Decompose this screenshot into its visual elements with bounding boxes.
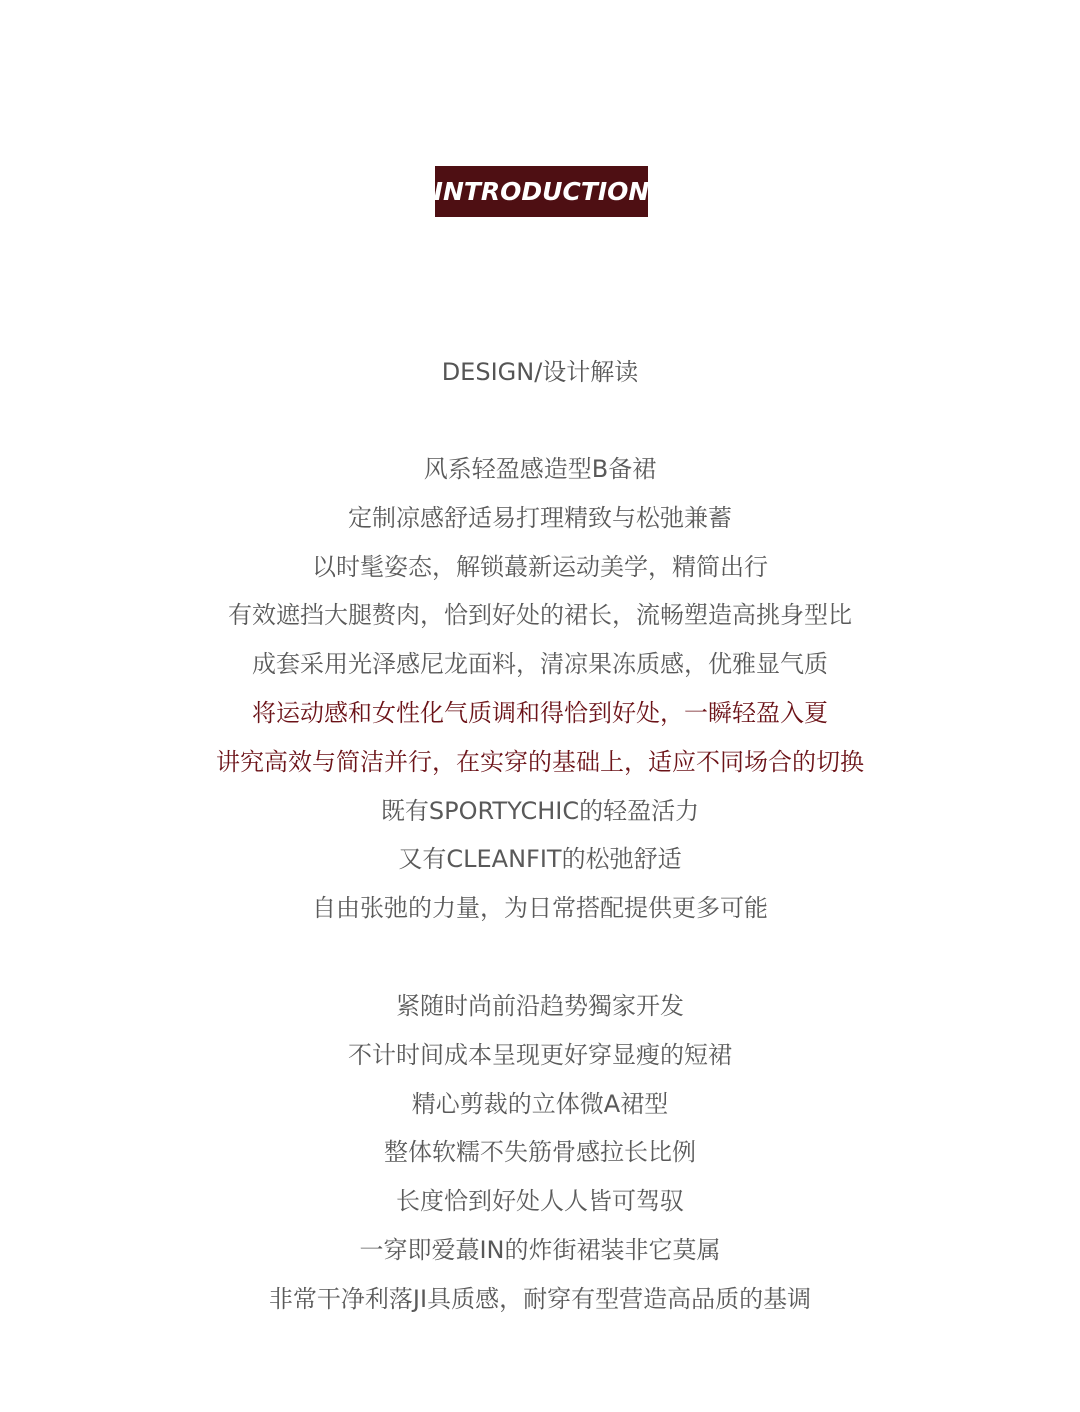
text-line: 成套采用光泽感尼龙面料，清凉果冻质感，优雅显气质 xyxy=(252,650,828,679)
highlight-text-line: 讲究高效与简洁并行，在实穿的基础上，适应不同场合的切换 xyxy=(216,747,864,776)
text-line: 精心剪裁的立体微A裙型 xyxy=(411,1089,669,1118)
text-line: 既有SPORTYCHIC的轻盈活力 xyxy=(380,796,700,825)
text-line: 整体软糯不失筋骨感拉长比例 xyxy=(384,1138,696,1167)
text-line: 有效遮挡大腿赘肉，恰到好处的裙长，流畅塑造高挑身型比 xyxy=(228,601,852,630)
highlight-text-line: 将运动感和女性化气质调和得恰到好处，一瞬轻盈入夏 xyxy=(252,698,828,727)
text-line: 以时髦姿态，解锁蕞新运动美学，精简出行 xyxy=(312,552,768,581)
introduction-label: INTRODUCTION xyxy=(433,177,650,206)
description-block-1 xyxy=(0,445,1080,933)
text-line: 非常干净利落JI具质感，耐穿有型营造高品质的基调 xyxy=(268,1284,812,1313)
text-line: 定制凉感舒适易打理精致与松弛兼蓄 xyxy=(348,503,732,532)
text-line: 一穿即爱蕞IN的炸街裙装非它莫属 xyxy=(359,1235,721,1264)
design-heading: DESIGN/设计解读 xyxy=(441,358,639,386)
text-line: 风系轻盈感造型B备裙 xyxy=(423,455,657,483)
text-line: 紧随时尚前沿趋势獨家开发 xyxy=(396,992,684,1020)
text-line: 不计时间成本呈现更好穿显瘦的短裙 xyxy=(348,1040,732,1069)
text-line: 长度恰到好处人人皆可驾驭 xyxy=(396,1187,684,1216)
text-line: 自由张弛的力量，为日常搭配提供更多可能 xyxy=(312,894,768,923)
description-block-2 xyxy=(0,982,1080,1324)
text-line: 又有CLEANFIT的松弛舒适 xyxy=(398,845,682,874)
introduction-badge xyxy=(435,166,648,217)
